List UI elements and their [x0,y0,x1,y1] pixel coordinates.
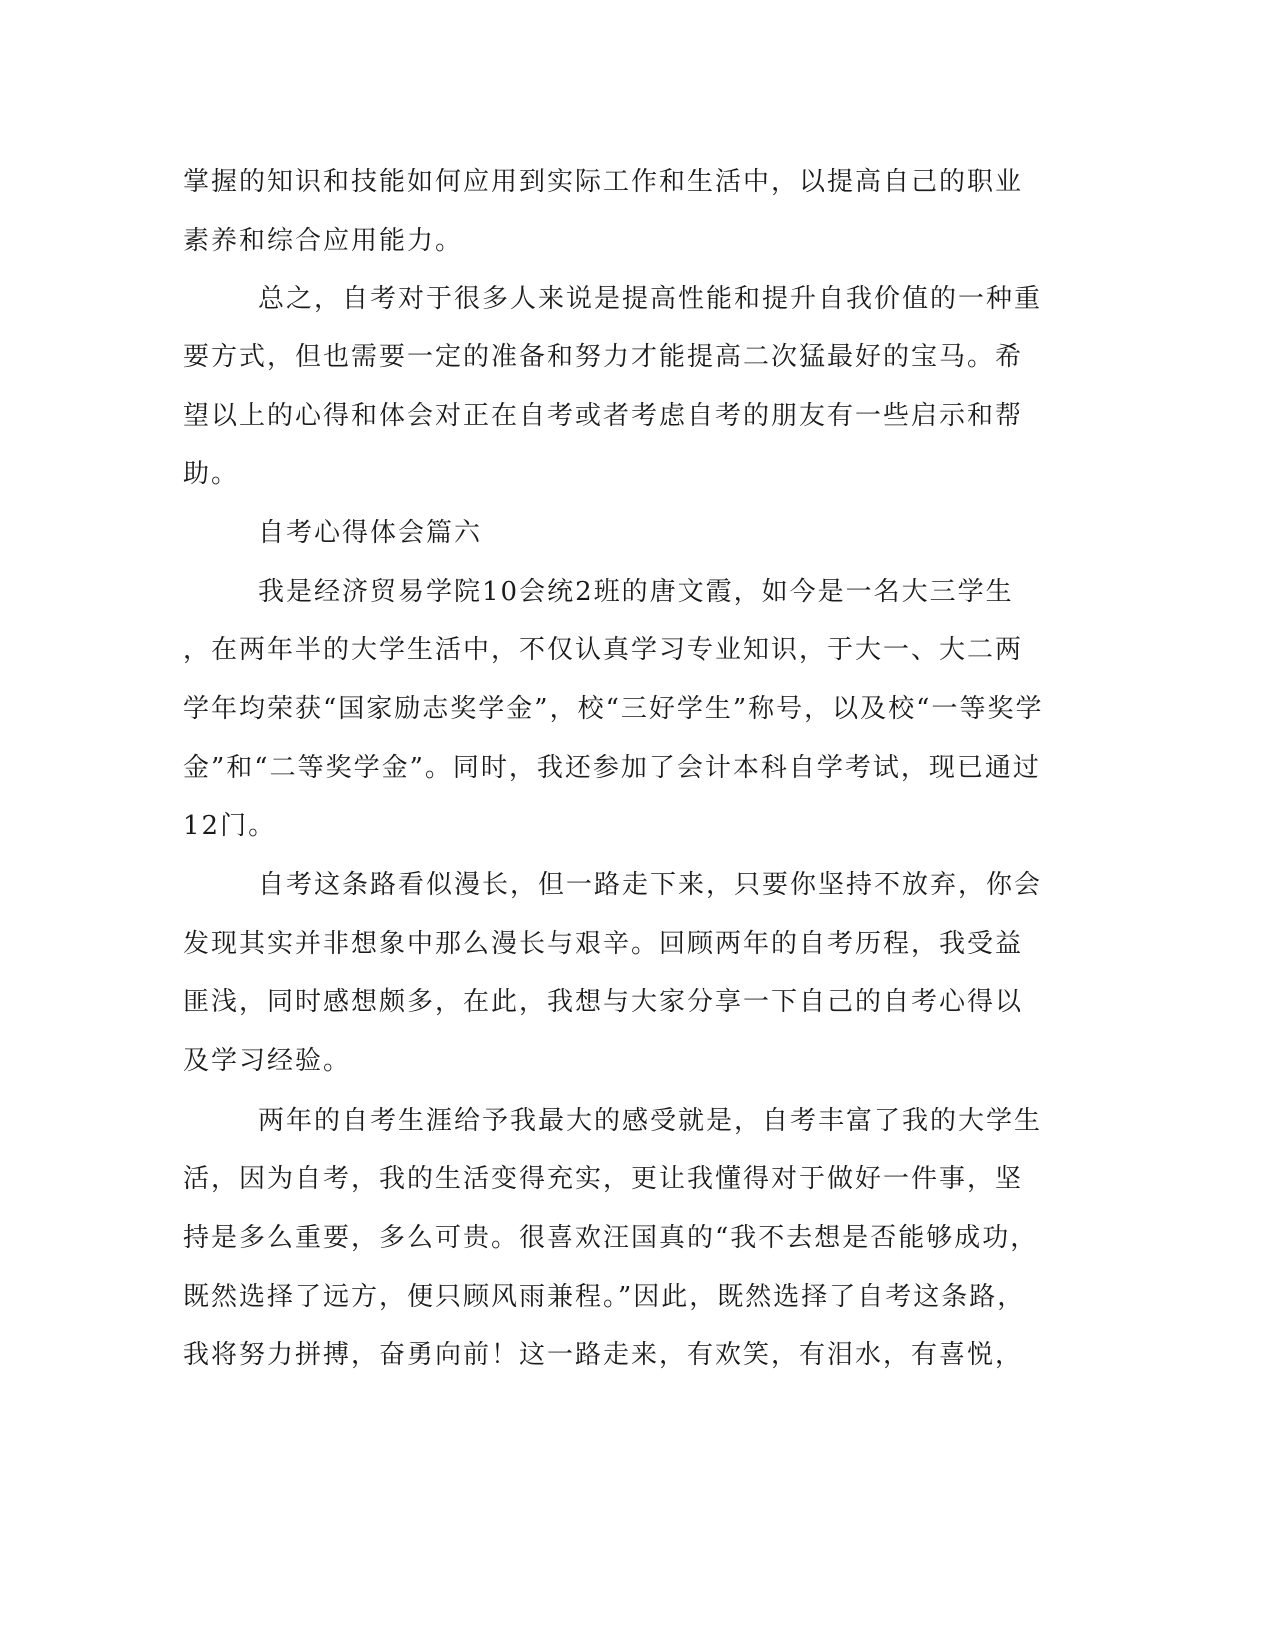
text-line: 我将努力拼搏，奋勇向前！这一路走来，有欢笑，有泪水，有喜悦， [183,1340,1024,1370]
text-line: ，在两年半的大学生活中，不仅认真学习专业知识，于大一、大二两 [183,635,1024,665]
text-line: 发现其实并非想象中那么漫长与艰辛。回顾两年的自考历程，我受益 [183,929,1024,959]
text-line: 持是多么重要，多么可贵。很喜欢汪国真的“我不去想是否能够成功， [183,1223,1039,1253]
text-line: 要方式，但也需要一定的准备和努力才能提高二次猛最好的宝马。希 [183,342,1024,372]
text-line: 既然选择了远方，便只顾风雨兼程。”因此，既然选择了自考这条路， [183,1282,1026,1312]
paragraph-first-line: 总之，自考对于很多人来说是提高性能和提升自我价值的一种重 [258,284,1043,314]
text-line: 12门。 [183,811,277,841]
text-line: 掌握的知识和技能如何应用到实际工作和生活中，以提高自己的职业 [183,167,1024,197]
text-line: 素养和综合应用能力。 [183,226,464,256]
text-line: 活，因为自考，我的生活变得充实，更让我懂得对于做好一件事，坚 [183,1164,1024,1194]
text-line: 助。 [183,459,240,489]
paragraph-first-line: 自考这条路看似漫长，但一路走下来，只要你坚持不放弃，你会 [258,870,1043,900]
paragraph-first-line: 两年的自考生涯给予我最大的感受就是，自考丰富了我的大学生 [258,1106,1043,1136]
text-line: 金”和“二等奖学金”。同时，我还参加了会计本科自学考试，现已通过 [183,753,1041,783]
text-line: 学年均荣获“国家励志奖学金”，校“三好学生”称号，以及校“一等奖学 [183,694,1044,724]
text-line: 望以上的心得和体会对正在自考或者考虑自考的朋友有一些启示和帮 [183,401,1024,431]
text-line: 及学习经验。 [183,1046,352,1076]
section-heading: 自考心得体会篇六 [258,518,483,548]
text-line: 匪浅，同时感想颇多，在此，我想与大家分享一下自己的自考心得以 [183,987,1024,1017]
paragraph-first-line: 我是经济贸易学院10会统2班的唐文霞，如今是一名大三学生 [258,577,1014,607]
